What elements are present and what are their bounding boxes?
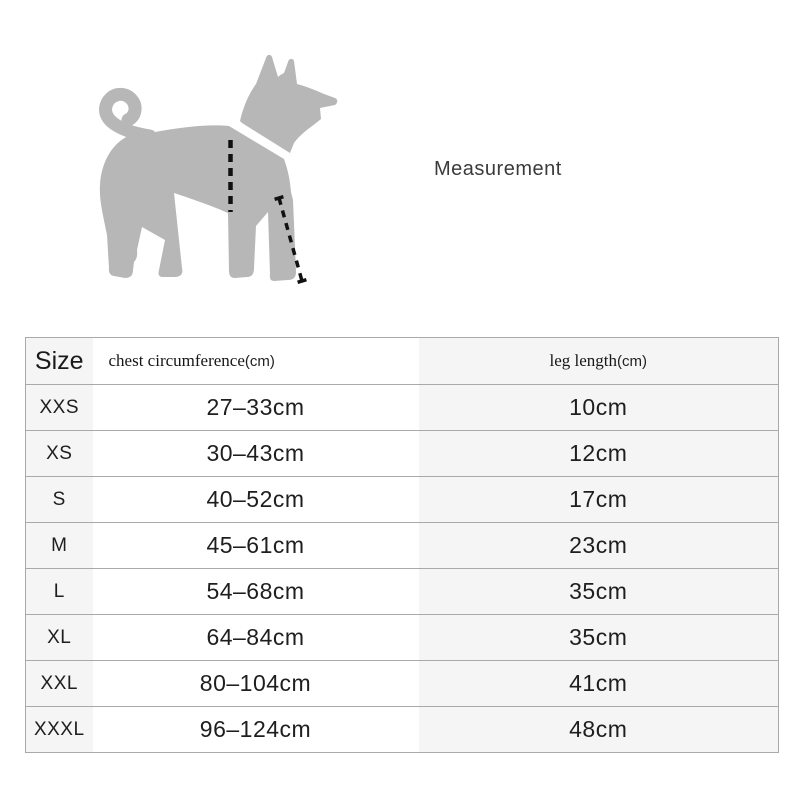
size-cell: XXL — [40, 672, 78, 694]
size-cell: XXS — [39, 396, 80, 418]
leg-value-cell: 12cm — [569, 440, 628, 466]
size-cell: XS — [46, 442, 73, 464]
leg-value-cell: 35cm — [569, 624, 628, 650]
leg-value-cell: 10cm — [569, 394, 628, 420]
leg-measure-cap-top — [275, 197, 284, 200]
size-cell: M — [51, 534, 68, 556]
size-cell: XXXL — [33, 718, 85, 740]
chest-column-header — [93, 338, 419, 385]
table-header-row — [26, 338, 779, 385]
size-cell: S — [52, 488, 66, 510]
chest-value-cell: 45–61cm — [206, 532, 305, 558]
dog-measurement-illustration — [90, 48, 350, 293]
measurement-caption: Measurement — [434, 158, 562, 180]
chest-header-label: chest circumference — [108, 351, 245, 370]
chest-value-cell: 54–68cm — [206, 578, 305, 604]
chest-value-cell: 80–104cm — [199, 670, 312, 696]
size-column-header — [26, 338, 93, 385]
dog-tail-icon — [106, 94, 150, 136]
chest-header-unit: (cm) — [244, 353, 275, 370]
chest-value-cell: 30–43cm — [206, 440, 305, 466]
leg-header-unit: (cm) — [617, 353, 647, 370]
table-row — [26, 661, 779, 707]
dog-head-icon — [240, 55, 337, 153]
chest-value-cell: 40–52cm — [206, 486, 305, 512]
table-row — [26, 569, 779, 615]
size-cell: XL — [47, 626, 72, 648]
leg-value-cell: 17cm — [569, 486, 628, 512]
chest-value-cell: 96–124cm — [199, 716, 312, 742]
leg-value-cell: 23cm — [569, 532, 628, 558]
leg-value-cell: 41cm — [569, 670, 628, 696]
leg-measure-cap-bottom — [298, 280, 307, 283]
size-table-grid — [25, 337, 779, 753]
size-header-label: Size — [34, 346, 84, 375]
table-row — [26, 523, 779, 569]
table-row — [26, 431, 779, 477]
chest-value-cell: 64–84cm — [206, 624, 305, 650]
leg-column-header — [419, 338, 779, 385]
size-table — [25, 337, 778, 753]
chest-value-cell: 27–33cm — [206, 394, 305, 420]
leg-value-cell: 48cm — [569, 716, 628, 742]
size-cell: L — [53, 580, 65, 602]
dog-body-icon — [100, 125, 296, 281]
leg-value-cell: 35cm — [569, 578, 628, 604]
table-row — [26, 385, 779, 431]
table-row — [26, 707, 779, 753]
leg-header-label: leg length — [549, 351, 617, 370]
table-row — [26, 615, 779, 661]
table-row — [26, 477, 779, 523]
